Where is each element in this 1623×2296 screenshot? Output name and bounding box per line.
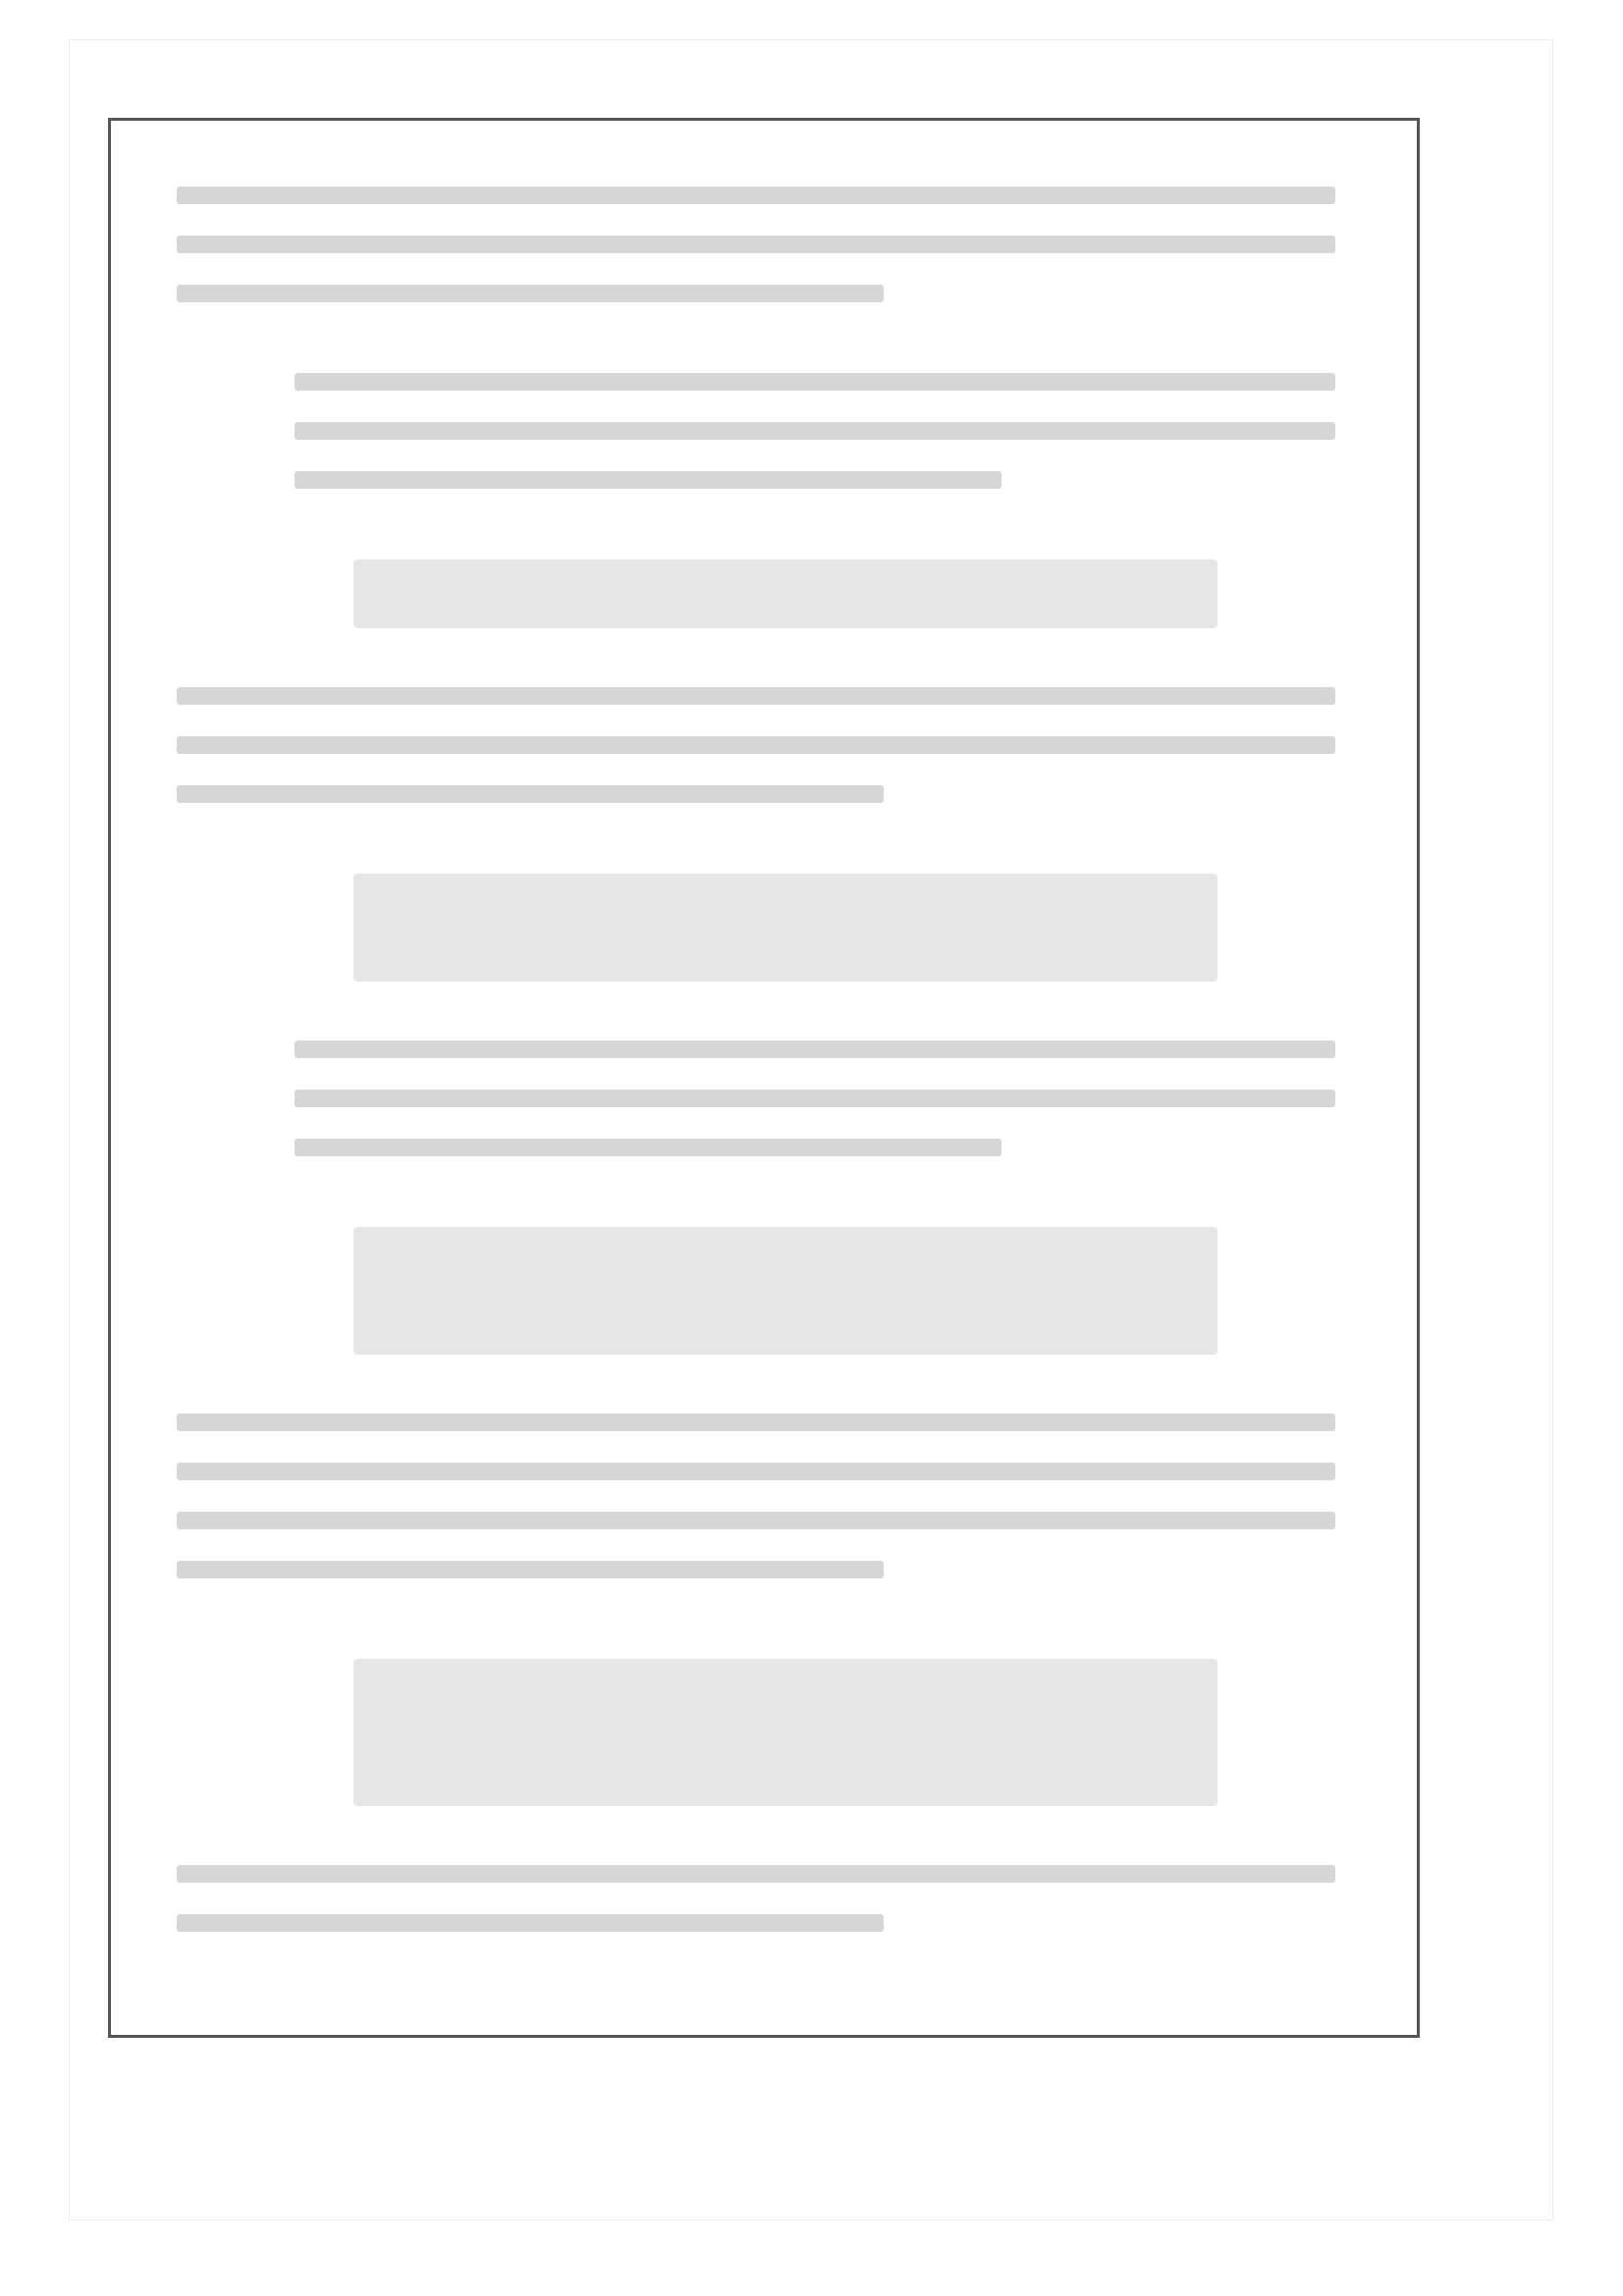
text-line	[177, 1914, 884, 1932]
text-line	[177, 785, 884, 803]
text-line	[295, 1041, 1335, 1058]
formula-block	[353, 1659, 1217, 1806]
text-line	[295, 373, 1335, 391]
text-line	[177, 1865, 1335, 1883]
text-line	[177, 187, 1335, 204]
text-line	[177, 1561, 884, 1578]
text-line	[295, 1090, 1335, 1107]
text-line	[295, 422, 1335, 440]
formula-block	[353, 1227, 1217, 1355]
formula-block	[353, 560, 1217, 628]
text-line	[177, 236, 1335, 253]
formula-block	[353, 874, 1217, 982]
text-line	[177, 687, 1335, 705]
text-line	[295, 1139, 1001, 1156]
text-line	[177, 1512, 1335, 1529]
text-line	[295, 471, 1001, 489]
text-line	[177, 1463, 1335, 1480]
text-line	[177, 736, 1335, 754]
text-line	[177, 285, 884, 302]
text-line	[177, 1414, 1335, 1431]
